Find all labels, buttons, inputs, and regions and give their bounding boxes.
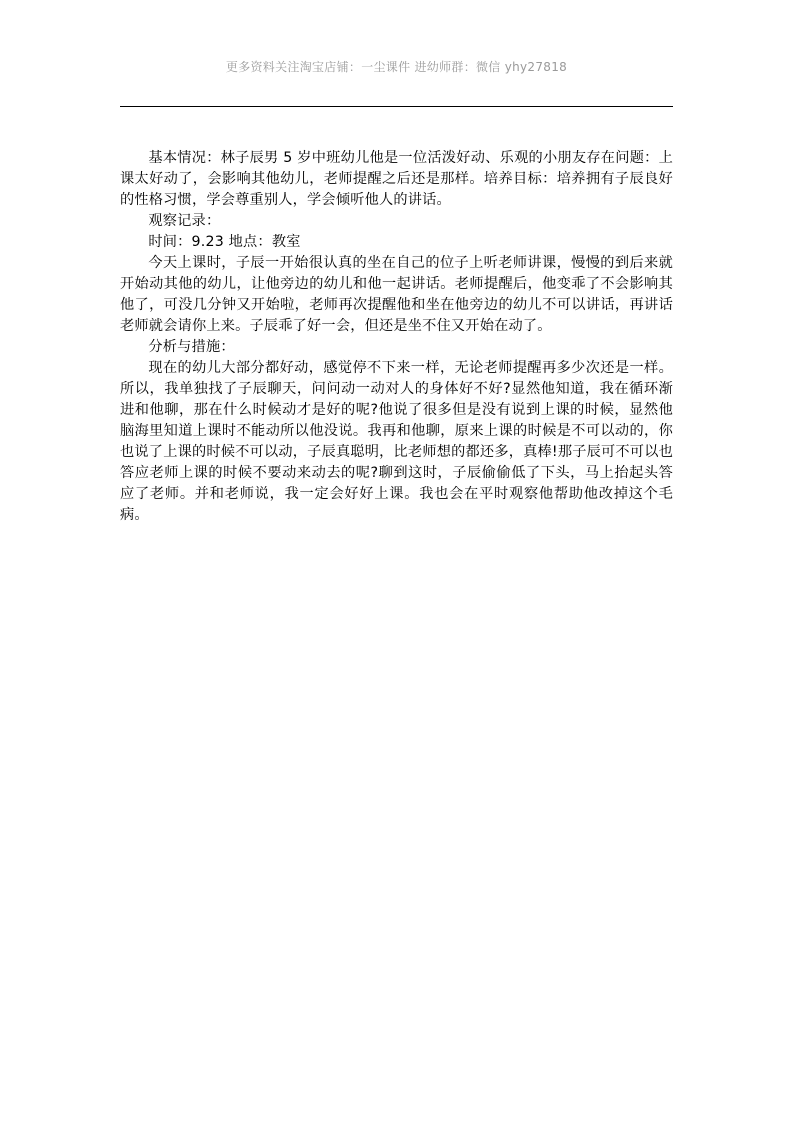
observation-record-heading: 观察记录： bbox=[148, 213, 221, 229]
basic-info-paragraph: 基本情况：林子辰男 5 岁中班幼儿他是一位活泼好动、乐观的小朋友存在问题：上课太好动了，会影响其他幼儿，老师提醒之后还是那样。培养目标：培养拥有子辰良好的性格习惯，学会尊重别人，学会倾听他人的讲话。 bbox=[120, 150, 673, 208]
analysis-paragraph: 现在的幼儿大部分都好动，感觉停不下来一样，无论老师提醒再多少次还是一样。所以，我单独找了子辰聊天，问问动一动对人的身体好不好?显然他知道，我在循环渐进和他聊，那在什么时候动才是好的呢?他说了很多但是没有说到上课的时候，显然他脑海里知道上课时不能动所以他没说。我再和他聊，原来上课的时候是不可以动的，你也说了上课的时候不可以动，子辰真聪明，比老师想的都还多，真棒!那子辰可不可以也答应老师上课的时候不要动来动去的呢?聊到这时，子辰偷偷低了下头，马上抬起头答应了老师。并和老师说，我一定会好好上课。我也会在平时观察他帮助他改掉这个毛病。 bbox=[120, 360, 673, 523]
observation-paragraph: 今天上课时，子辰一开始很认真的坐在自己的位子上听老师讲课，慢慢的到后来就开始动其他的幼儿，让他旁边的幼儿和他一起讲话。老师提醒后，他变乖了不会影响其他了，可没几分钟又开始啦，老师再次提醒他和坐在他旁边的幼儿不可以讲话，再讲话老师就会请你上来。子辰乖了好一会，但还是坐不住又开始在动了。 bbox=[120, 255, 673, 334]
document-body bbox=[120, 148, 673, 526]
page-header: 更多资料关注淘宝店铺：一尘课件 进幼师群：微信 yhy27818 bbox=[225, 60, 568, 74]
header-divider bbox=[120, 106, 673, 107]
time-location-line: 时间：9.23 地点：教室 bbox=[148, 234, 301, 250]
analysis-measures-heading: 分析与措施： bbox=[148, 339, 235, 355]
